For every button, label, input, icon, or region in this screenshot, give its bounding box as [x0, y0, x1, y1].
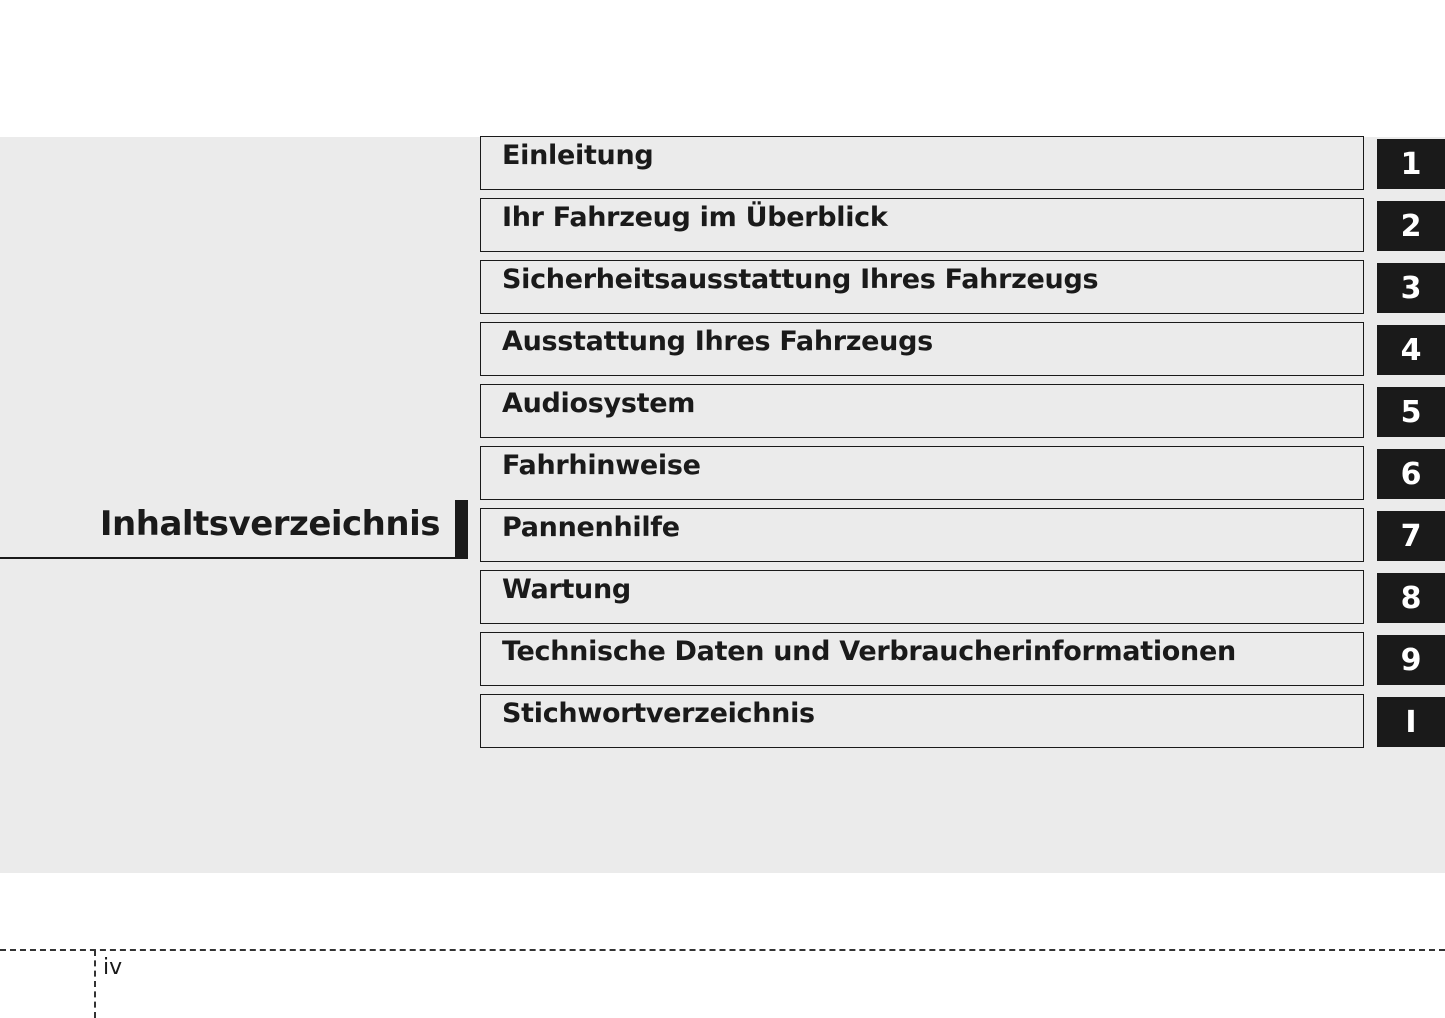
toc-item-8[interactable] — [480, 570, 1445, 624]
toc-item-index[interactable] — [480, 694, 1445, 748]
chapter-tab-4[interactable]: 4 — [1377, 325, 1445, 375]
toc-item-label: Wartung — [502, 574, 631, 605]
footer-dashed-divider — [94, 950, 96, 1018]
toc-item-5[interactable] — [480, 384, 1445, 438]
toc-item-box[interactable] — [480, 198, 1364, 252]
page-title: Inhaltsverzeichnis — [99, 504, 440, 544]
toc-item-6[interactable] — [480, 446, 1445, 500]
chapter-tab-1[interactable]: 1 — [1377, 139, 1445, 189]
toc-item-box[interactable] — [480, 136, 1364, 190]
toc-item-box[interactable] — [480, 632, 1364, 686]
toc-item-7[interactable] — [480, 508, 1445, 562]
page-number: iv — [103, 955, 123, 980]
chapter-tab-8[interactable]: 8 — [1377, 573, 1445, 623]
toc-item-label: Sicherheitsausstattung Ihres Fahrzeugs — [502, 264, 1099, 295]
toc-item-4[interactable] — [480, 322, 1445, 376]
toc-item-box[interactable] — [480, 508, 1364, 562]
toc-item-2[interactable] — [480, 198, 1445, 252]
toc-item-9[interactable] — [480, 632, 1445, 686]
footer-dashed-rule — [0, 949, 1445, 951]
toc-item-box[interactable] — [480, 446, 1364, 500]
toc-item-3[interactable] — [480, 260, 1445, 314]
chapter-tab-6[interactable]: 6 — [1377, 449, 1445, 499]
chapter-tab-index[interactable]: I — [1377, 697, 1445, 747]
toc-item-label: Ihr Fahrzeug im Überblick — [502, 202, 888, 233]
chapter-tab-5[interactable]: 5 — [1377, 387, 1445, 437]
toc-item-box[interactable] — [480, 694, 1364, 748]
chapter-tab-3[interactable]: 3 — [1377, 263, 1445, 313]
toc-item-1[interactable] — [480, 136, 1445, 190]
heading-marker-bar — [455, 500, 468, 559]
toc-item-label: Audiosystem — [502, 388, 696, 419]
toc-item-box[interactable] — [480, 384, 1364, 438]
toc-item-label: Ausstattung Ihres Fahrzeugs — [502, 326, 933, 357]
toc-item-label: Stichwortverzeichnis — [502, 698, 815, 729]
toc-item-box[interactable] — [480, 322, 1364, 376]
toc-item-label: Einleitung — [502, 140, 654, 171]
toc-item-box[interactable] — [480, 570, 1364, 624]
chapter-tab-2[interactable]: 2 — [1377, 201, 1445, 251]
chapter-tab-9[interactable]: 9 — [1377, 635, 1445, 685]
toc-item-label: Fahrhinweise — [502, 450, 701, 481]
chapter-tab-7[interactable]: 7 — [1377, 511, 1445, 561]
heading-underline — [0, 557, 468, 559]
toc-item-label: Technische Daten und Verbraucherinformationen — [502, 636, 1236, 667]
toc-item-box[interactable] — [480, 260, 1364, 314]
toc-item-label: Pannenhilfe — [502, 512, 680, 543]
toc-heading — [0, 500, 468, 559]
